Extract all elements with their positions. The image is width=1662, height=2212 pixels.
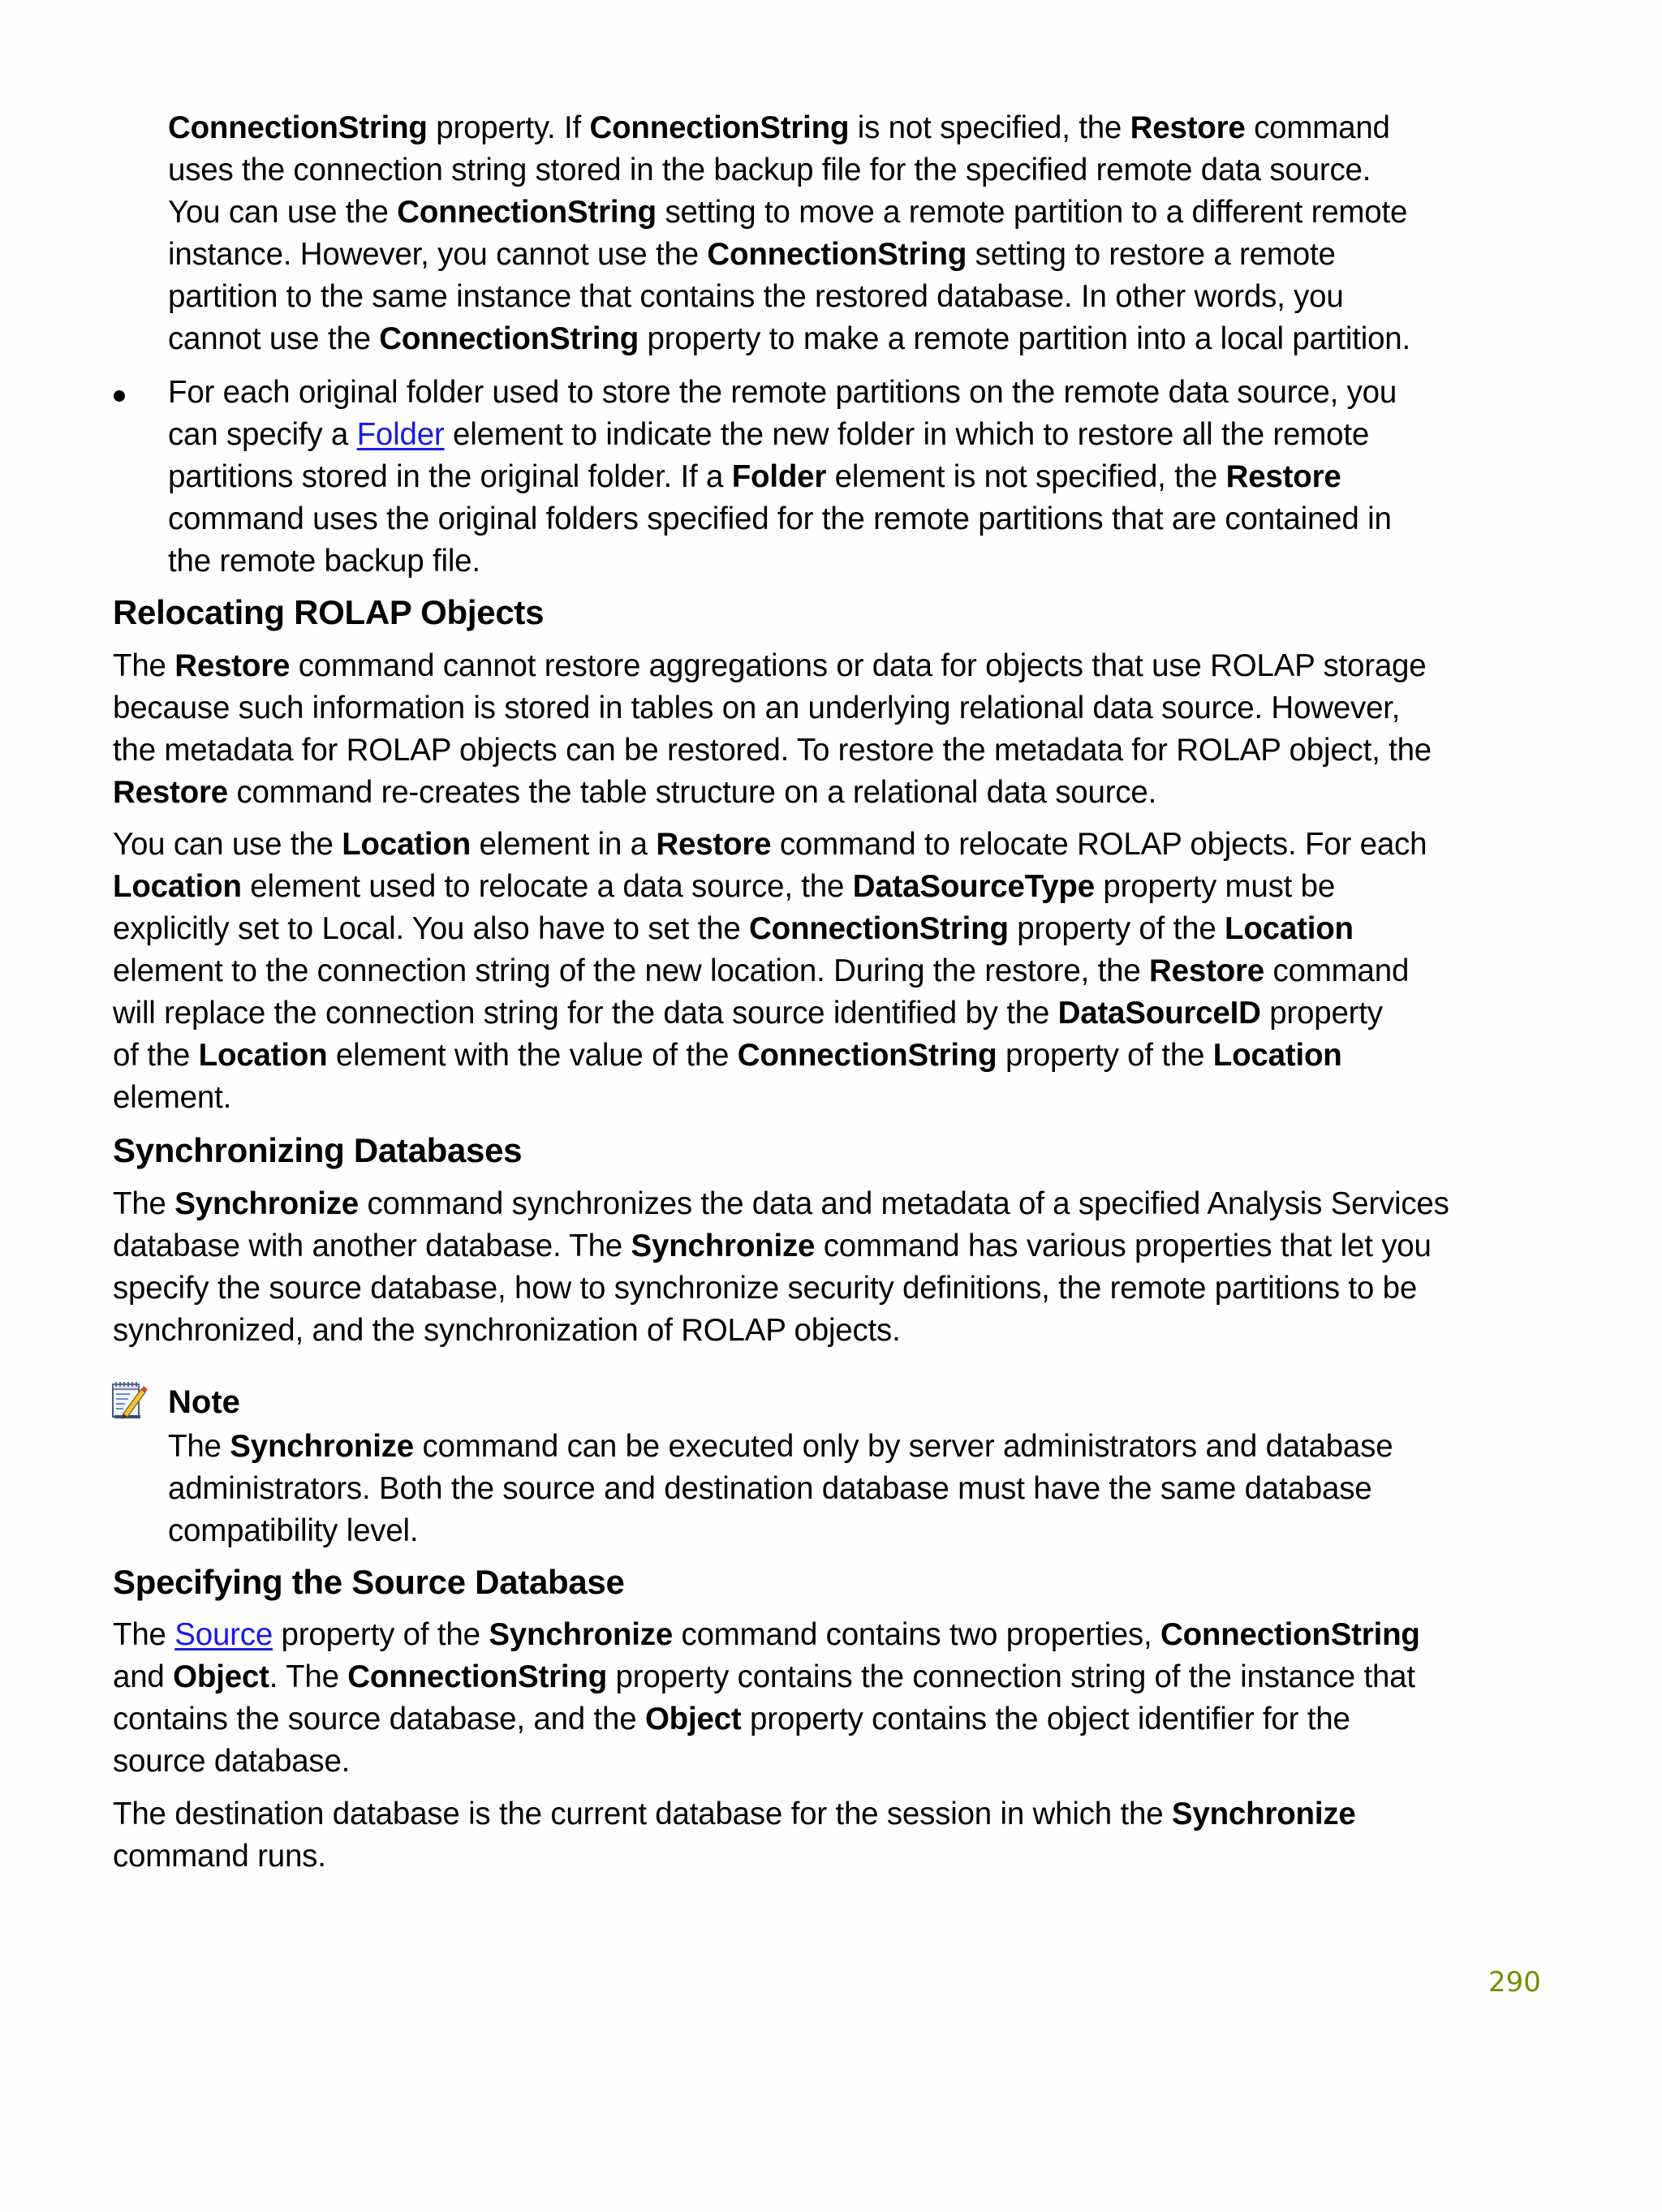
- bold-term: ConnectionString: [737, 1038, 997, 1073]
- text-run: cannot use the: [168, 321, 380, 356]
- text-run: contains the source database, and the: [113, 1702, 645, 1736]
- bold-term: Location: [342, 827, 471, 862]
- text-line: [113, 824, 1427, 866]
- text-run: because such information is stored in tables on an underlying relational data source. However,: [113, 691, 1401, 725]
- bold-term: Folder: [731, 459, 827, 494]
- text-run: property contains the object identifier for the: [741, 1702, 1350, 1736]
- text-line: [168, 1468, 1371, 1510]
- bold-term: DataSourceID: [1057, 996, 1261, 1031]
- text-run: partitions stored in the original folder. If a: [168, 459, 732, 494]
- note-title: Note: [168, 1384, 240, 1420]
- text-run: command cannot restore aggregations or data for objects that use ROLAP storage: [290, 648, 1427, 683]
- text-run: the metadata for ROLAP objects can be restored. To restore the metadata for ROLAP object, the: [113, 733, 1432, 768]
- bold-term: Synchronize: [174, 1186, 359, 1221]
- text-line: [168, 318, 1410, 360]
- text-line: [113, 1225, 1432, 1267]
- text-run: The: [113, 648, 175, 683]
- text-line: [168, 540, 480, 583]
- text-line: [168, 456, 1341, 498]
- text-run: command: [1264, 953, 1410, 988]
- bold-term: Object: [173, 1659, 269, 1694]
- text-run: The: [113, 1186, 175, 1221]
- bold-term: Restore: [1149, 953, 1265, 988]
- bold-term: Synchronize: [1171, 1797, 1356, 1831]
- bold-term: ConnectionString: [168, 110, 428, 145]
- bold-term: Location: [1225, 911, 1354, 946]
- text-line: [168, 414, 1369, 456]
- text-run: command runs.: [113, 1839, 326, 1874]
- text-run: instance. However, you cannot use the: [168, 237, 708, 272]
- text-run: element to the connection string of the new location. During the restore, the: [113, 953, 1150, 988]
- text-run: administrators. Both the source and destination database must have the same database: [168, 1471, 1372, 1506]
- text-line: [168, 234, 1336, 276]
- bold-term: ConnectionString: [397, 195, 657, 230]
- text-run: property of the: [1008, 911, 1225, 946]
- text-line: [113, 1077, 231, 1119]
- text-run: setting to move a remote partition to a different remote: [656, 195, 1408, 230]
- text-run: element to indicate the new folder in which to restore all the remote: [444, 417, 1370, 452]
- text-line: [168, 1426, 1393, 1468]
- text-run: synchronized, and the synchronization of ROLAP objects.: [113, 1313, 901, 1348]
- text-run: setting to restore a remote: [967, 237, 1336, 272]
- text-line: [113, 687, 1400, 729]
- text-run: command can be executed only by server administrators and database: [413, 1429, 1393, 1464]
- bold-term: ConnectionString: [707, 237, 967, 272]
- text-line: [168, 372, 1397, 414]
- bold-term: ConnectionString: [379, 321, 639, 356]
- text-run: uses the connection string stored in the backup file for the specified remote data source.: [168, 153, 1371, 187]
- text-line: [113, 1614, 1420, 1656]
- bold-term: Restore: [174, 648, 291, 683]
- text-run: You can use the: [113, 827, 342, 862]
- bullet-icon: [114, 390, 125, 402]
- text-line: [113, 1035, 1342, 1077]
- bold-term: Location: [198, 1038, 328, 1073]
- text-run: partition to the same instance that contains the restored database. In other words, you: [168, 279, 1344, 314]
- text-run: compatibility level.: [168, 1513, 419, 1548]
- text-run: element with the value of the: [327, 1038, 738, 1073]
- text-line: [113, 1698, 1350, 1741]
- text-run: of the: [113, 1038, 199, 1073]
- bold-term: ConnectionString: [749, 911, 1009, 946]
- text-run: command has various properties that let you: [815, 1229, 1432, 1263]
- text-run: source database.: [113, 1744, 351, 1779]
- text-run: For each original folder used to store the remote partitions on the remote data source, you: [168, 375, 1397, 410]
- text-run: The: [168, 1429, 230, 1464]
- text-line: [113, 1310, 901, 1352]
- text-line: [168, 192, 1407, 234]
- text-run: property must be: [1094, 869, 1336, 904]
- bold-term: Restore: [656, 827, 772, 862]
- text-run: command re-creates the table structure on a relational data source.: [227, 775, 1157, 810]
- text-line: [113, 992, 1383, 1035]
- text-run: property to make a remote partition into a local partition.: [639, 321, 1411, 356]
- text-run: . The: [269, 1659, 348, 1694]
- text-run: command synchronizes the data and metadata of a specified Analysis Services: [358, 1186, 1449, 1221]
- text-run: property contains the connection string of the instance that: [607, 1659, 1415, 1694]
- text-line: [168, 107, 1390, 149]
- text-run: property of the: [997, 1038, 1213, 1073]
- text-run: will replace the connection string for the data source identified by the: [113, 996, 1058, 1031]
- text-line: [113, 950, 1409, 992]
- text-line: [168, 276, 1344, 318]
- text-run: You can use the: [168, 195, 398, 230]
- text-run: element is not specified, the: [826, 459, 1226, 494]
- section-heading-relocating-rolap: Relocating ROLAP Objects: [113, 593, 545, 631]
- text-run: The: [113, 1617, 175, 1652]
- text-run: The destination database is the current database for the session in which the: [113, 1797, 1172, 1831]
- text-run: and: [113, 1659, 174, 1694]
- bold-term: ConnectionString: [1160, 1617, 1420, 1652]
- text-run: the remote backup file.: [168, 544, 480, 579]
- bold-term: Restore: [113, 775, 228, 810]
- bold-term: Object: [644, 1702, 742, 1736]
- text-run: command uses the original folders specified for the remote partitions that are contained in: [168, 501, 1392, 536]
- section-heading-synchronizing: Synchronizing Databases: [113, 1131, 523, 1169]
- text-line: [113, 1835, 326, 1878]
- note-pad-pencil-icon: [110, 1379, 148, 1422]
- text-run: property: [1260, 996, 1383, 1031]
- text-line: [168, 149, 1371, 192]
- text-line: [113, 1267, 1417, 1310]
- text-run: property. If: [427, 110, 590, 145]
- text-run: explicitly set to Local. You also have to set the: [113, 911, 750, 946]
- bold-term: ConnectionString: [347, 1659, 608, 1694]
- bold-term: Location: [113, 869, 242, 904]
- text-line: [113, 1656, 1415, 1698]
- text-run: specify the source database, how to synchronize security definitions, the remote partitions to be: [113, 1271, 1418, 1306]
- text-line: [113, 729, 1432, 772]
- bold-term: Synchronize: [230, 1429, 414, 1464]
- bold-term: Location: [1212, 1038, 1342, 1073]
- bold-term: Synchronize: [631, 1229, 816, 1263]
- bold-term: Restore: [1130, 110, 1246, 145]
- text-run: command contains two properties,: [673, 1617, 1160, 1652]
- text-line: [168, 498, 1392, 540]
- text-line: [113, 1183, 1449, 1225]
- text-run: command to relocate ROLAP objects. For each: [771, 827, 1427, 862]
- text-run: element in a: [471, 827, 657, 862]
- text-line: [113, 1793, 1356, 1835]
- bold-term: DataSourceType: [852, 869, 1095, 904]
- text-run: element.: [113, 1080, 232, 1115]
- page-number: 290: [1488, 1966, 1541, 1999]
- bold-term: ConnectionString: [589, 110, 850, 145]
- link-source[interactable]: Source: [174, 1617, 273, 1652]
- text-run: database with another database. The: [113, 1229, 631, 1263]
- bold-term: Restore: [1225, 459, 1341, 494]
- text-line: [113, 772, 1156, 814]
- text-run: is not specified, the: [849, 110, 1130, 145]
- text-run: property of the: [273, 1617, 489, 1652]
- text-run: can specify a: [168, 417, 357, 452]
- text-run: command: [1245, 110, 1390, 145]
- text-run: element used to relocate a data source, the: [241, 869, 853, 904]
- text-line: [113, 1741, 350, 1783]
- link-folder[interactable]: Folder: [356, 417, 445, 452]
- text-line: [168, 1510, 418, 1552]
- text-line: [113, 866, 1335, 908]
- text-line: [113, 908, 1354, 950]
- section-heading-specifying-source: Specifying the Source Database: [113, 1563, 625, 1601]
- bold-term: Synchronize: [489, 1617, 674, 1652]
- text-line: [113, 645, 1426, 687]
